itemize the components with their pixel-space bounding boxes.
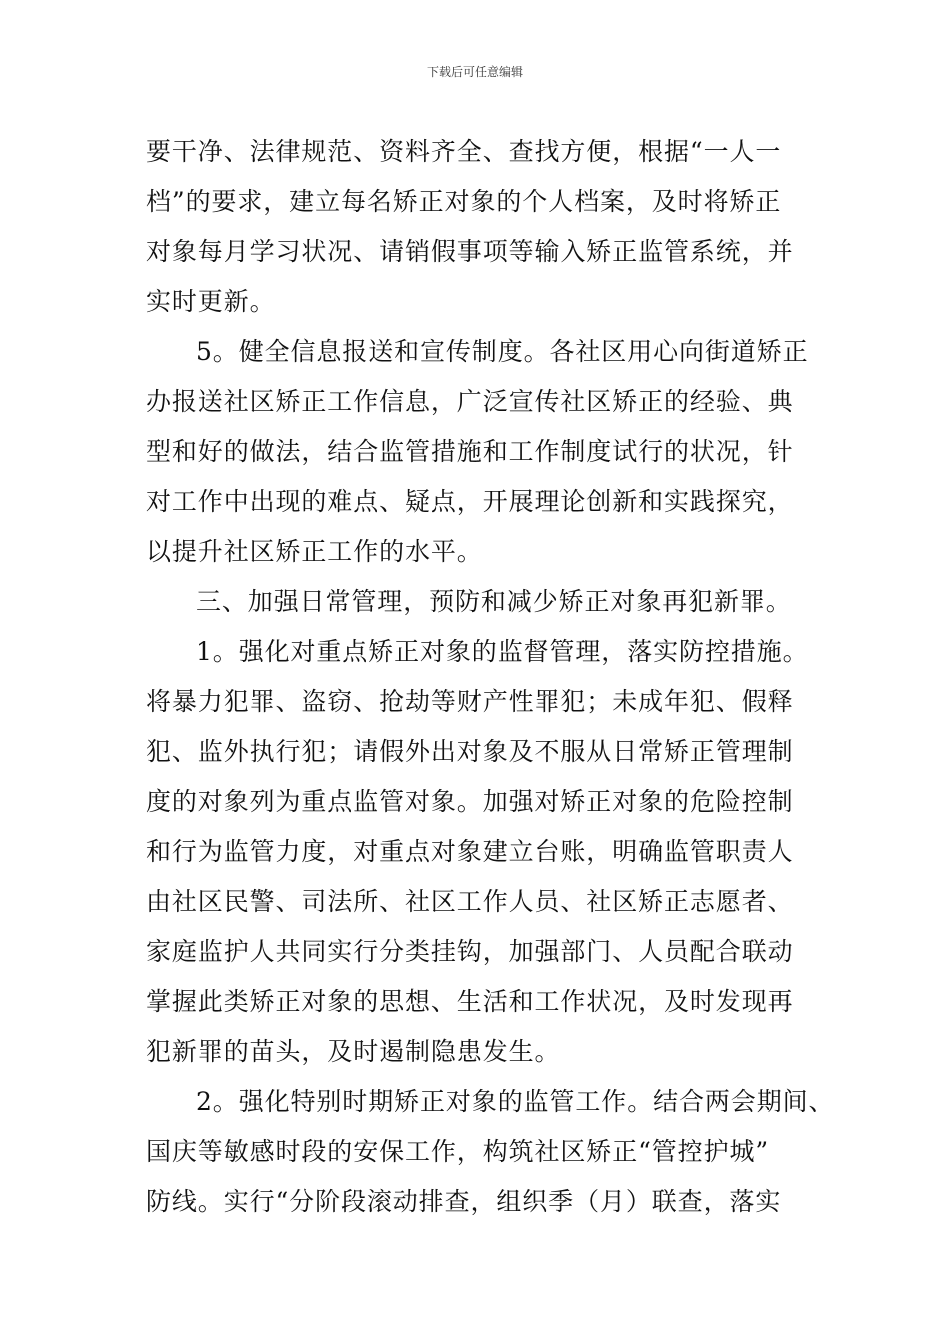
text-line: 家庭监护人共同实行分类挂钩，加强部门、人员配合联动 (146, 937, 794, 966)
text-line: 防线。实行“分阶段滚动排查，组织季（月）联查，落实 (146, 1187, 782, 1216)
text-line: 要干净、法律规范、资料齐全、查找方便，根据“一人一 (146, 137, 782, 166)
text-line: 犯、监外执行犯；请假外出对象及不服从日常矫正管理制 (146, 737, 794, 766)
text-line: 将暴力犯罪、盗窃、抢劫等财产性罪犯；未成年犯、假释 (146, 687, 794, 716)
section-heading: 三、加强日常管理，预防和减少矫正对象再犯新罪。 (196, 587, 792, 616)
text-line: 度的对象列为重点监管对象。加强对矫正对象的危险控制 (146, 787, 794, 816)
text-line: 对工作中出现的难点、疑点，开展理论创新和实践探究， (146, 487, 794, 516)
document-body (146, 127, 835, 1227)
paragraph-start: 1。强化对重点矫正对象的监督管理，落实防控措施。 (196, 637, 809, 666)
text-line: 型和好的做法，结合监管措施和工作制度试行的状况，针 (146, 437, 794, 466)
text-line: 实时更新。 (146, 287, 276, 316)
text-line: 以提升社区矫正工作的水平。 (146, 537, 483, 566)
paragraph-start: 2。强化特别时期矫正对象的监管工作。结合两会期间、 (196, 1087, 835, 1116)
text-line: 国庆等敏感时段的安保工作，构筑社区矫正“管控护城” (146, 1137, 770, 1166)
text-line: 办报送社区矫正工作信息，广泛宣传社区矫正的经验、典 (146, 387, 794, 416)
text-line: 掌握此类矫正对象的思想、生活和工作状况，及时发现再 (146, 987, 794, 1016)
page-header: 下载后可任意编辑 (426, 65, 523, 79)
text-line: 对象每月学习状况、请销假事项等输入矫正监管系统，并 (146, 237, 794, 266)
text-line: 犯新罪的苗头，及时遏制隐患发生。 (146, 1037, 561, 1066)
text-line: 和行为监管力度，对重点对象建立台账，明确监管职责人 (146, 837, 794, 866)
text-line: 档”的要求，建立每名矫正对象的个人档案，及时将矫正 (146, 187, 782, 216)
text-line: 由社区民警、司法所、社区工作人员、社区矫正志愿者、 (146, 887, 794, 916)
paragraph-start: 5。健全信息报送和宣传制度。各社区用心向街道矫正 (196, 337, 809, 366)
